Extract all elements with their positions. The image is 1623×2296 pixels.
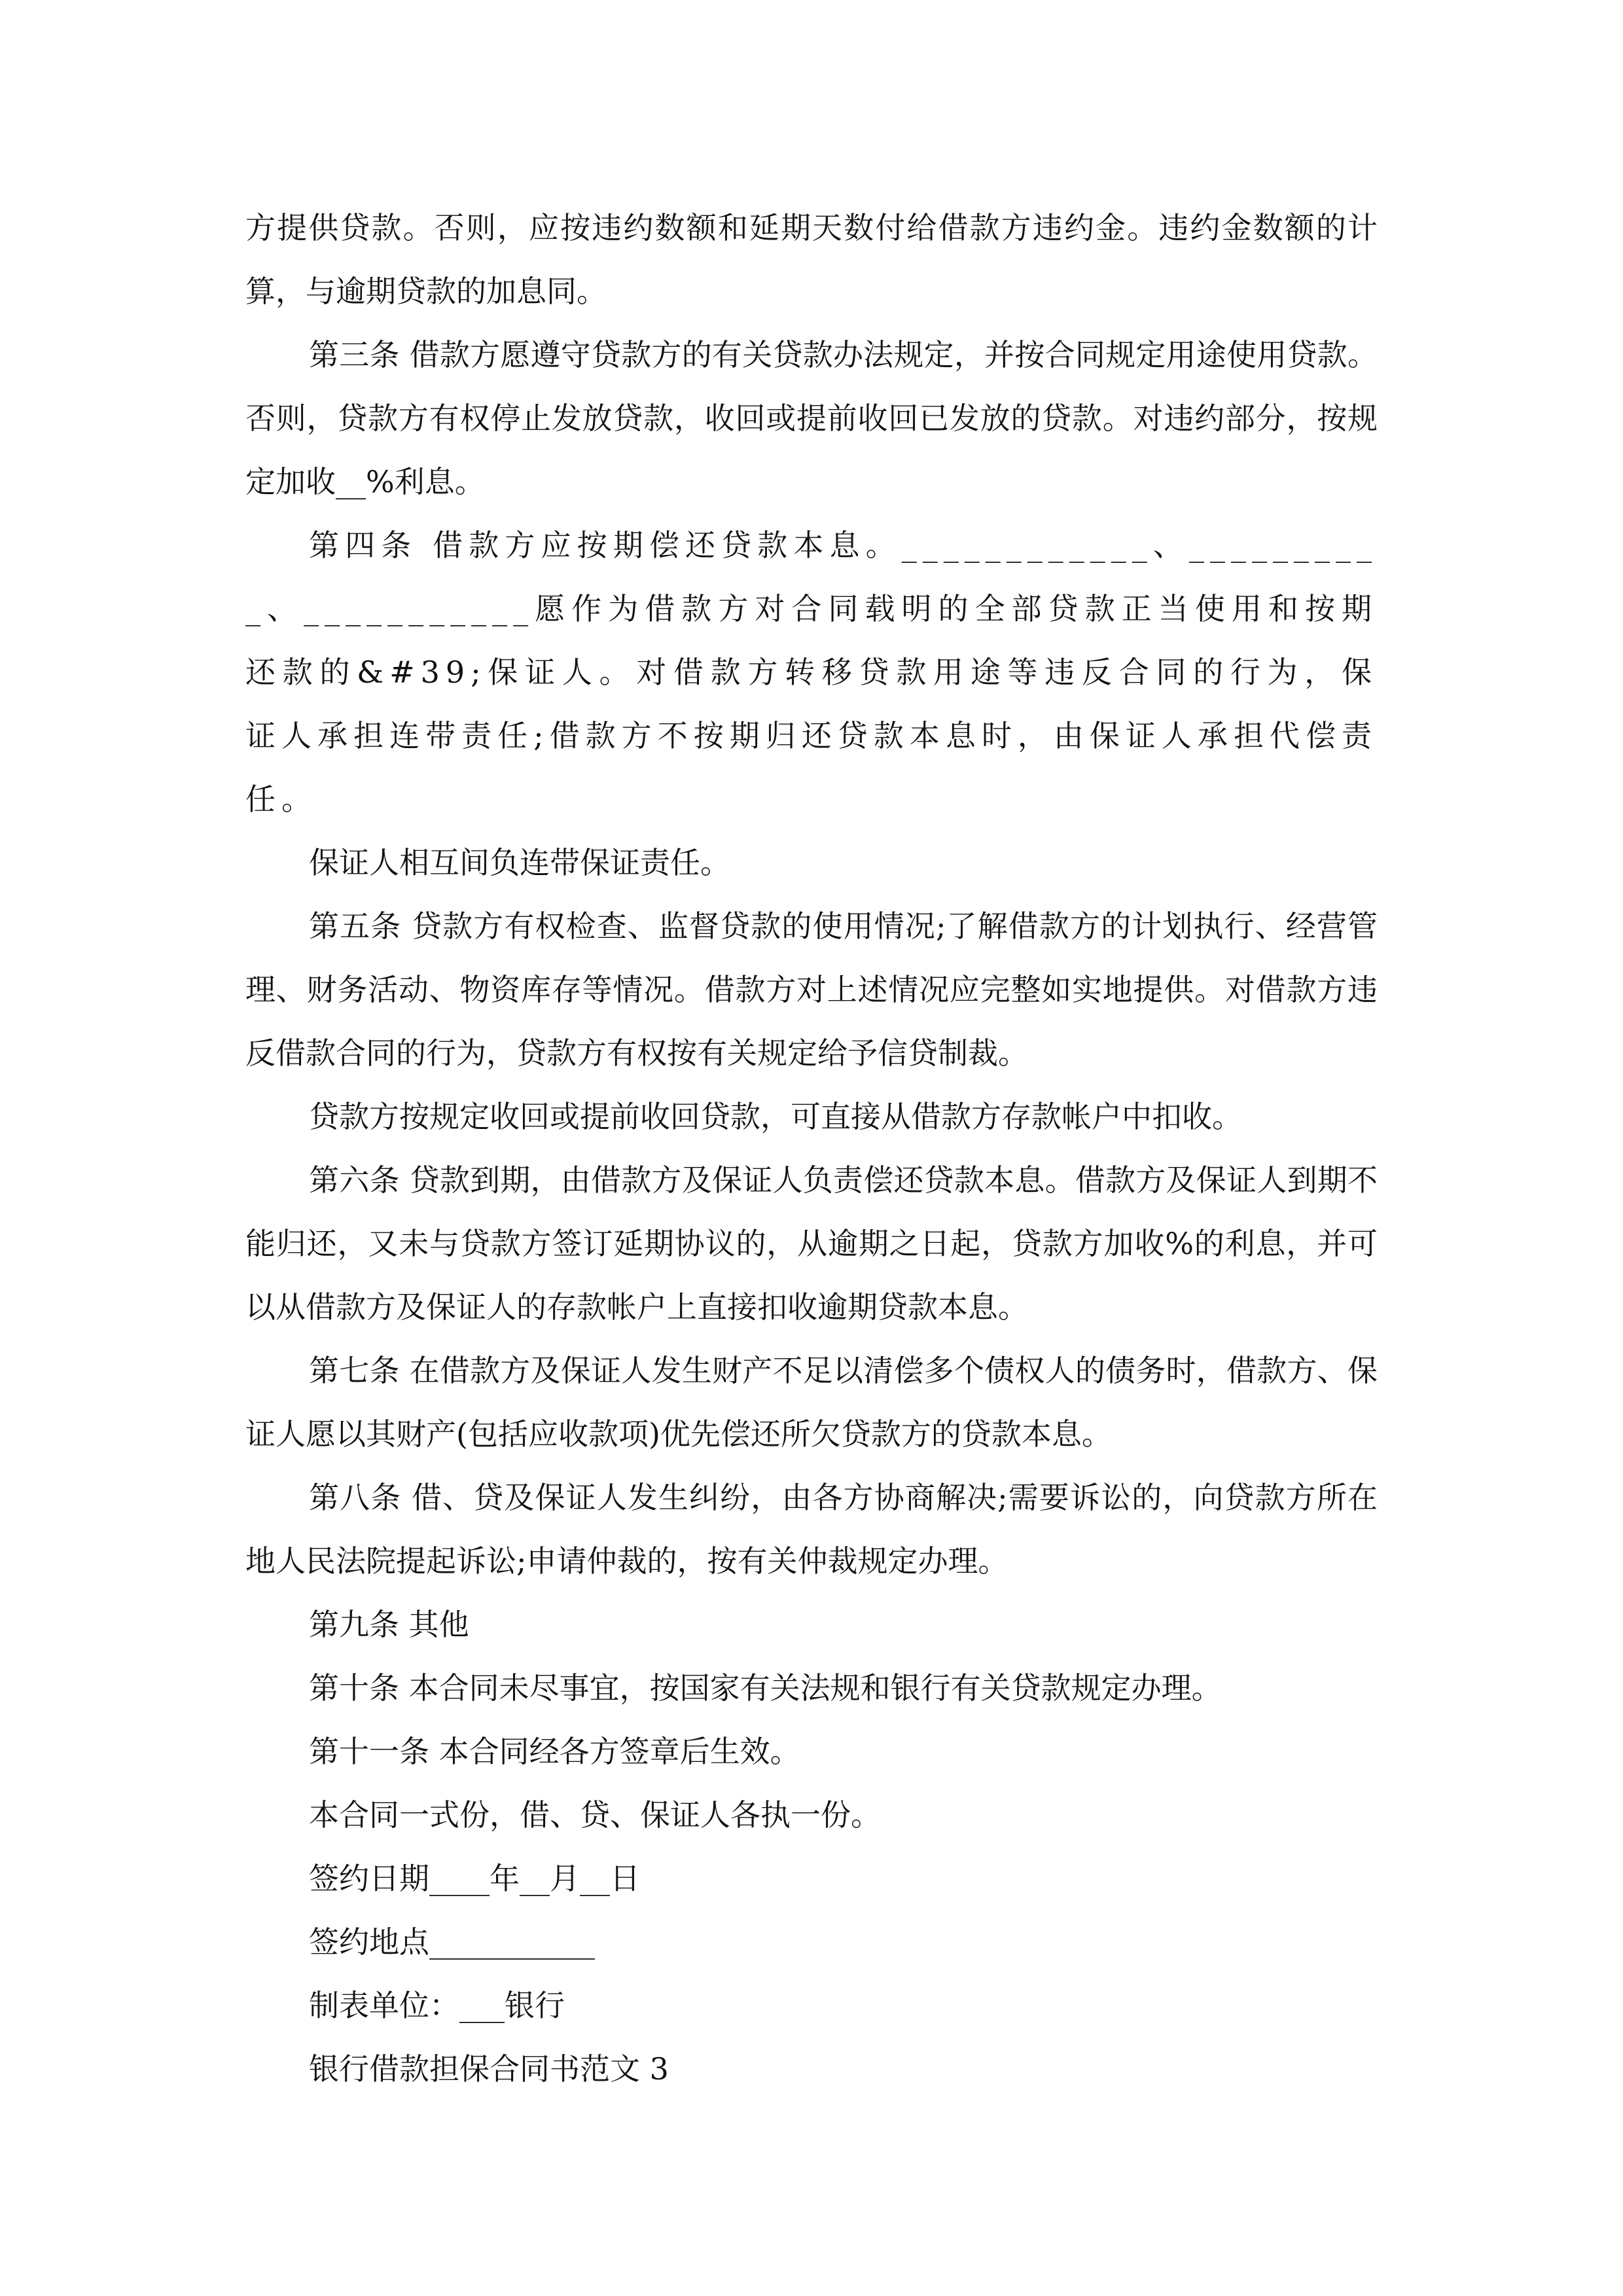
paragraph-article-9: 第九条 其他	[309, 1607, 469, 1642]
paragraph-article-8: 第八条 借、贷及保证人发生纠纷，由各方协商解决;需要诉讼的，向贷款方所在地人民法院提起诉讼;申请仲裁的，按有关仲裁规定办理。	[245, 1480, 1378, 1579]
paragraph-copies: 本合同一式份，借、贷、保证人各执一份。	[309, 1797, 881, 1833]
paragraph-article-3: 第三条 借款方愿遵守贷款方的有关贷款办法规定，并按合同规定用途使用贷款。否则，贷款方有权停止发放贷款，收回或提前收回已发放的贷款。对违约部分，按规定加收__%利息。	[245, 337, 1378, 499]
issuing-unit: 制表单位：___银行	[309, 1988, 565, 2023]
section-heading: 银行借款担保合同书范文 3	[309, 2051, 669, 2087]
document-page	[245, 196, 1378, 2101]
paragraph-article-11: 第十一条 本合同经各方签章后生效。	[309, 1734, 800, 1769]
paragraph-deduction: 贷款方按规定收回或提前收回贷款，可直接从借款方存款帐户中扣收。	[309, 1099, 1242, 1134]
paragraph-continuation: 方提供贷款。否则，应按违约数额和延期天数付给借款方违约金。违约金数额的计算，与逾期贷款的加息同。	[245, 210, 1378, 309]
paragraph-guarantor-liability: 保证人相互间负连带保证责任。	[309, 845, 730, 880]
paragraph-article-5: 第五条 贷款方有权检查、监督贷款的使用情况;了解借款方的计划执行、经营管理、财务活动、物资库存等情况。借款方对上述情况应完整如实地提供。对借款方违反借款合同的行为，贷款方有权按有关规定给予信贷制裁。	[245, 908, 1378, 1071]
paragraph-article-10: 第十条 本合同未尽事宜，按国家有关法规和银行有关贷款规定办理。	[309, 1670, 1222, 1706]
signing-place: 签约地点___________	[309, 1924, 595, 1960]
paragraph-article-7: 第七条 在借款方及保证人发生财产不足以清偿多个债权人的债务时，借款方、保证人愿以其财产(包括应收款项)优先偿还所欠贷款方的贷款本息。	[245, 1353, 1378, 1452]
signing-date: 签约日期____年__月__日	[309, 1861, 640, 1896]
paragraph-article-6: 第六条 贷款到期，由借款方及保证人负责偿还贷款本息。借款方及保证人到期不能归还，又未与贷款方签订延期协议的，从逾期之日起，贷款方加收%的利息，并可以从借款方及保证人的存款帐户上直接扣收逾期贷款本息。	[245, 1162, 1378, 1325]
paragraph-article-4: 第四条 借款方应按期偿还贷款本息。____________、__________、___________愿作为借款方对合同载明的全部贷款正当使用和按期还款的&#39;保证人。对借款方转移贷款用途等违反合同的行为，保证人承担连带责任;借款方不按期归还贷款本息时，由保证人承担代偿责任。	[245, 528, 1378, 817]
